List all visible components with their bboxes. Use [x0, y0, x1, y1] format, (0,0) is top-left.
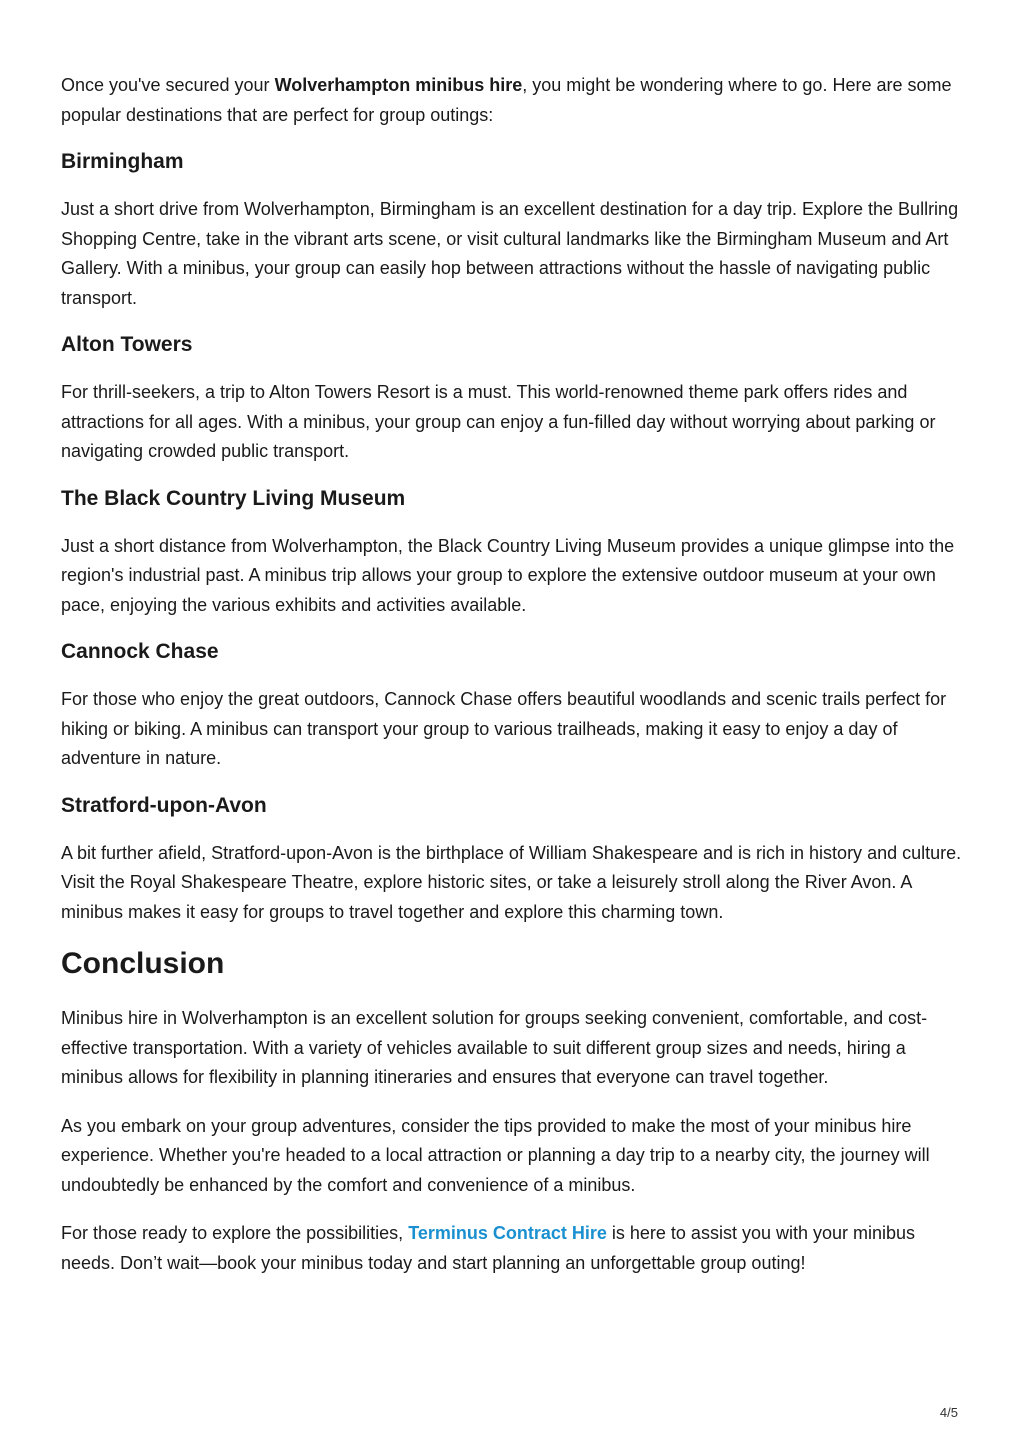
conclusion-paragraph-2: As you embark on your group adventures, consider the tips provided to make the most of your minibus hire experience. Whether you're headed to a local attraction or planning a day trip to a nearby city, the journey will undoubtedly be enhanced by the comfort and convenience of a minibus.	[61, 1115, 930, 1195]
intro-paragraph	[61, 71, 966, 130]
terminus-contract-hire-link[interactable]: Terminus Contract Hire	[408, 1223, 607, 1243]
destination-text-cannock-chase: For those who enjoy the great outdoors, Cannock Chase offers beautiful woodlands and scenic trails perfect for hiking or biking. A minibus can transport your group to various trailheads, making it easy to enjoy a day of adventure in nature.	[61, 689, 947, 768]
intro-bold-text: Wolverhampton minibus hire	[274, 75, 523, 95]
destination-text-black-country-museum: Just a short distance from Wolverhampton, the Black Country Living Museum provides a unique glimpse into the region's industrial past. A minibus trip allows your group to explore the extensive outdoor museum at your own pace, enjoying the various exhibits and activities available.	[61, 535, 955, 615]
destination-text-stratford: A bit further afield, Stratford-upon-Avon is the birthplace of William Shakespeare and is rich in history and culture. Visit the Royal Shakespeare Theatre, explore historic sites, or take a leisurely stroll along the River Avon. A minibus makes it easy for groups to travel together and explore this charming town.	[61, 842, 962, 922]
intro-text-before: Once you've secured your	[61, 75, 275, 95]
intro-text-after: , you might be wondering where to go. Here are some popular destinations that are perfect for group outings:	[61, 75, 952, 125]
destination-heading-birmingham: Birmingham	[61, 150, 184, 173]
conclusion-p3-before: For those ready to explore the possibilities,	[61, 1223, 409, 1243]
document-page	[61, 71, 966, 1297]
destination-text-birmingham: Just a short drive from Wolverhampton, Birmingham is an excellent destination for a day trip. Explore the Bullring Shopping Centre, take in the vibrant arts scene, or visit cultural landmarks like the Birmingham Museum and Art Gallery. With a minibus, your group can easily hop between attractions without the hassle of navigating public transport.	[61, 199, 959, 308]
destination-heading-alton-towers: Alton Towers	[61, 333, 193, 356]
destination-heading-black-country-museum: The Black Country Living Museum	[61, 486, 406, 510]
page-number: 4/5	[939, 1405, 958, 1420]
conclusion-paragraph-1: Minibus hire in Wolverhampton is an excellent solution for groups seeking convenient, comfortable, and cost-effective transportation. With a variety of vehicles available to suit different group sizes and needs, hiring a minibus allows for flexibility in planning itineraries and ensures that everyone can travel together.	[61, 1008, 928, 1087]
destination-text-alton-towers: For thrill-seekers, a trip to Alton Towers Resort is a must. This world-renowned theme park offers rides and attractions for all ages. With a minibus, your group can enjoy a fun-filled day without worrying about parking or navigating crowded public transport.	[61, 382, 936, 461]
destination-heading-cannock-chase: Cannock Chase	[61, 640, 219, 663]
conclusion-paragraph-3	[61, 1219, 966, 1278]
conclusion-heading: Conclusion	[61, 947, 225, 980]
destination-heading-stratford: Stratford-upon-Avon	[61, 793, 267, 817]
conclusion-p3-after: is here to assist you with your minibus needs. Don’t wait—book your minibus today and start planning an unforgettable group outing!	[61, 1223, 916, 1273]
